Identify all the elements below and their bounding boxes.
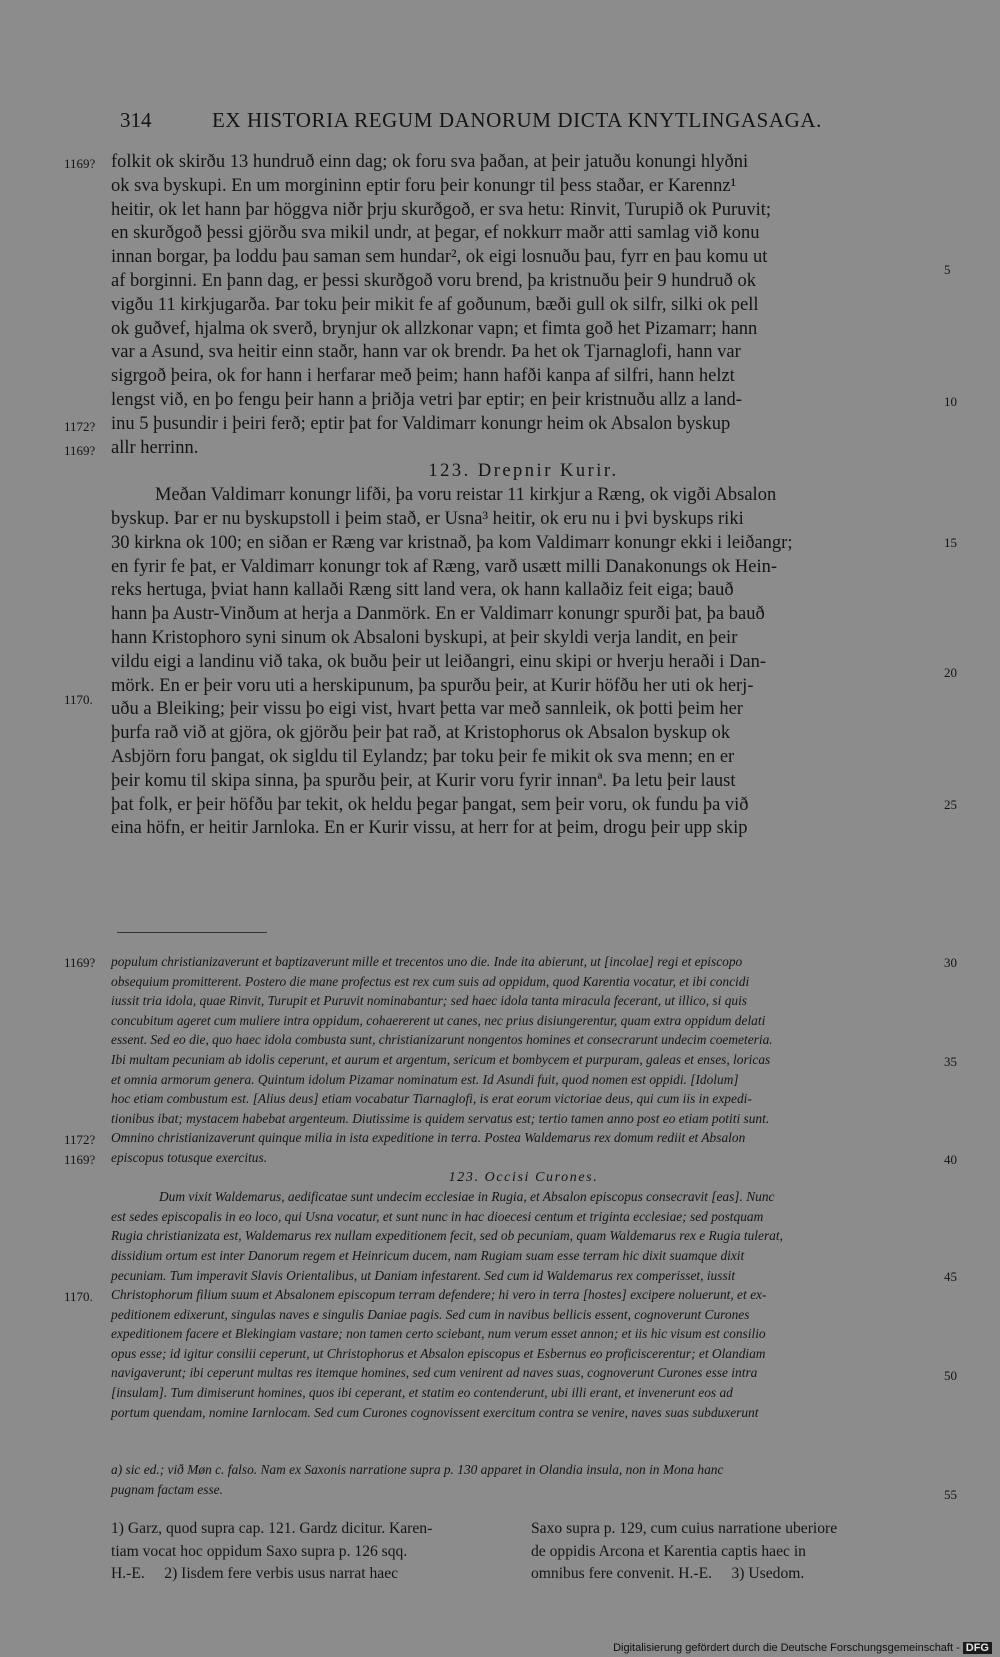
margin-year: 1169? [64, 1152, 96, 1167]
text-line: Omnino christianizaverunt quinque milia in ista expeditione in terra. Postea Waldemarus rex domum rediit et Absalon [111, 1130, 746, 1146]
text-line: hann Kristophoro syni sinum ok Absaloni byskupi, at þeir skyldi verja landit, en þeir [111, 627, 738, 648]
text-line: populum christianizaverunt et baptizaverunt mille et trecentos uno die. Inde ita abierunt, ut [incolae] regi et episcopo [111, 954, 743, 969]
text-line: þurfa rað við at gjöra, ok gjörðu þeir þat rað, at Kristophorus ok Absalon byskup ok [111, 723, 731, 744]
line-number: 15 [944, 535, 957, 550]
text-line: et omnia armorum genera. Quintum idolum Pizamar nominatum est. Id Asundi fuit, quod nomen est oppidi. [Idolum] [111, 1071, 739, 1087]
text-line: inu 5 þusundir i þeiri ferð; eptir þat for Valdimarr konungr heim ok Absalon byskup [111, 413, 731, 434]
text-line: þeir komu til skipa sinna, þa spurðu þeir, at Kurir voru fyrir innanª. Þa letu þeir laust [111, 770, 736, 791]
text-line: mörk. En er þeir voru uti a herskipunum, þa spurðu þeir, at Kurir höfðu her uti ok herj- [111, 675, 754, 696]
text-line: navigaverunt; ibi ceperunt multas res itemque homines, sed cum venirent ad naves suas, cognoverunt Curones esse intra [111, 1365, 758, 1381]
line-number: 55 [944, 1487, 957, 1502]
text-line: a) sic ed.; við Møn c. falso. Nam ex Saxonis narratione supra p. 130 apparet in Olandia insula, non in Mona hanc [111, 1462, 724, 1477]
footnotes-left-column [111, 1518, 511, 1586]
margin-year: 1170. [64, 692, 93, 707]
text-line: Meðan Valdimarr konungr lifði, þa voru reistar 11 kirkjur a Ræng, ok vigði Absalon [155, 485, 777, 506]
text-line: uðu a Bleiking; þeir vissu þo eigi vist, hvart þetta var með sannleik, ok þotti þeim her [111, 699, 743, 720]
text-line: opus esse; id igitur consilii ceperunt, ut Christophorus et Absalon episcopus et Esbernus eo proficiscerentur; et Olandiam [111, 1345, 766, 1361]
text-line: [insulam]. Tum dimiserunt homines, quos ibi ceperant, et statim eo contenderunt, ubi illi erant, et invenerunt eos ad [111, 1385, 733, 1401]
funding-credit [613, 1642, 992, 1654]
line-number: 40 [944, 1152, 957, 1167]
page-number: 314 [120, 108, 152, 132]
footnote-divider [117, 932, 267, 933]
line-number: 20 [944, 665, 957, 680]
running-title: EX HISTORIA REGUM DANORUM DICTA KNYTLINGASAGA. [212, 108, 823, 132]
text-line: Asbjörn foru þangat, ok sigldu til Eylandz; þar toku þeir fe mikit ok sva menn; en er [111, 746, 735, 767]
text-line: byskup. Þar er nu byskupstoll i þeim stað, er Usna³ heitir, ok eru nu i þvi byskups riki [111, 508, 744, 529]
margin-year: 1169? [64, 443, 96, 458]
line-number: 30 [944, 955, 957, 970]
running-header [110, 108, 940, 138]
text-line: þat folk, er þeir höfðu þar tekit, ok heldu þegar þangat, sem þeir voru, ok fundu þa við [111, 794, 749, 815]
text-line: var a Asund, sva heitir einn staðr, hann var ok brendr. Þa het ok Tjarnaglofi, hann var [111, 342, 741, 363]
text-line: est sedes episcopalis in eo loco, qui Usna vocatur, et sunt nunc in hac dioecesi centum et triginta ecclesiae; sed postquam [111, 1208, 764, 1224]
footnote-line: Saxo supra p. 129, cum cuius narratione uberiore [531, 1520, 838, 1537]
dfg-logo: DFG [963, 1642, 992, 1654]
text-line: iussit tria idola, quae Rinvit, Turupit et Puruvit nominabantur; sed haec idola tanta miracula fecerant, ut illico, si quis [111, 993, 748, 1009]
text-line: vildu eigi a landinu við taka, ok buðu þeir ut leiðangri, einu skipi or hverju heraði i Dan- [111, 651, 767, 672]
margin-year: 1170. [64, 1289, 93, 1304]
line-number: 45 [944, 1269, 957, 1284]
chapter-heading: 123. Drepnir Kurir. [428, 461, 619, 482]
text-line: 30 kirkna ok 100; en siðan er Ræng var kristnað, þa kom Valdimarr konungr ekki i leiðangr; [111, 532, 793, 553]
text-line: pecuniam. Tum imperavit Slavis Orientalibus, ut Daniam infestarent. Sed cum id Waldemarus rex comperisset, iussit [111, 1267, 736, 1283]
text-line: en skurðgoð þessi gjörðu sva mikil undr, at þegar, ef nokkurr maðr atti samlag við konu [111, 223, 760, 244]
text-line: hann þa Austr-Vinðum at herja a Danmörk. En er Valdimarr konungr spurði þat, þa bauð [111, 604, 765, 625]
text-line: Ibi multam pecuniam ab idolis ceperunt, et aurum et argentum, sericum et bombycem et purpuram, galeas et enses, loricas [111, 1051, 771, 1067]
footnote-line: de oppidis Arcona et Karentia captis haec in [531, 1542, 806, 1560]
text-line: Dum vixit Waldemarus, aedificatae sunt undecim ecclesiae in Rugia, et Absalon episcopus consecravit [eas]. Nunc [159, 1189, 775, 1205]
text-line: Christophorum filium suum et Absalonem episcopum terram defendere; hi vero in terra [hostes] excipere noluerunt, et ex- [111, 1287, 767, 1303]
text-line: sigrgoð þeira, ok for hann i herfarar með þeim; hann hafði kanpa af silfri, hann helzt [111, 366, 735, 387]
text-line: eina höfn, er heitir Jarnloka. En er Kurir vissu, at herr for at þeim, drogu þeir upp skip [111, 818, 748, 839]
text-line: expeditionem facere et Blekingiam vastare; non tamen certo sciebant, num verum esset annon; et iis hic visum est consilio [111, 1326, 766, 1342]
text-line: peditionem edixerunt, singulas naves e singulis Daniae pagis. Sed cum in navibus bellicis essent, cognoverunt Curones [111, 1306, 750, 1322]
text-line: portum quendam, nomine Iarnlocam. Sed cum Curones cognovissent exercitum contra se venire, naves suas subduxerunt [111, 1404, 759, 1420]
line-number: 25 [944, 797, 957, 812]
line-number: 10 [944, 394, 957, 409]
footnote-line: H.-E. 2) Iisdem fere verbis usus narrat haec [111, 1565, 399, 1582]
text-line: pugnam factam esse. [111, 1482, 223, 1497]
text-line: lengst við, en þo fengu þeir hann a þriðja vetri þar eptir; en þeir kristnuðu allz a land- [111, 389, 742, 410]
text-line: obsequium promitterent. Postero die mane profectus est rex cum suis ad oppidum, quod Karentia vocatur, et ibi concidi [111, 973, 750, 989]
text-line: ok sva byskupi. En um morgininn eptir foru þeir konungr til þess staðar, er Karennz¹ [111, 175, 737, 196]
text-line: concubitum ageret cum muliere intra oppidum, cohaererent ut canes, nec prius disiungerentur, quam extra oppidum delati [111, 1012, 766, 1028]
line-number: 35 [944, 1054, 957, 1069]
line-number: 50 [944, 1368, 957, 1383]
text-line: allr herrinn. [111, 437, 199, 458]
text-line: essent. Sed eo die, quo haec idola combusta sunt, christianizarunt nongentos homines et consecrarunt undecim coemeteria. [111, 1032, 773, 1048]
main-text-norse [111, 151, 936, 841]
text-line: folkit ok skirðu 13 hundruð einn dag; ok foru sva þaðan, at þeir jatuðu konungi hlyðni [111, 152, 749, 172]
text-line: Rugia christianizata est, Waldemarus rex nullam expeditionem fecit, sed ob pecuniam, quam Waldemarus rex e Rugia tulerat, [111, 1228, 783, 1244]
text-line: hoc etiam combustum est. [Alius deus] etiam vocabatur Tiarnaglofi, is erat eorum victoriae deus, qui cum iis in expedi- [111, 1091, 752, 1107]
text-line: innan borgar, þa loddu þau saman sem hundar², ok eigi losnuðu þau, fyrr en þau komu ut [111, 247, 768, 268]
footnotes-right-column [531, 1518, 941, 1586]
margin-year: 1172? [64, 1132, 96, 1147]
text-line: heitir, ok let hann þar höggva niðr þrju skurðgoð, er sva hetu: Rinvit, Turupið ok Puruvit; [111, 199, 772, 220]
text-line: reks hertuga, þviat hann kallaði Ræng sitt land vera, ok hann kallaðiz feit eiga; bauð [111, 580, 734, 601]
footnote-line: omnibus fere convenit. H.-E. 3) Usedom. [531, 1565, 805, 1582]
line-number: 5 [944, 262, 951, 277]
text-line: ok guðvef, hjalma ok sverð, brynjur ok allzkonar vapn; et fimta goð het Pizamarr; hann [111, 318, 758, 339]
chapter-heading-latin: 123. Occisi Curones. [448, 1169, 599, 1185]
margin-year: 1172? [64, 419, 96, 434]
footnote-line: 1) Garz, quod supra cap. 121. Gardz dicitur. Karen- [111, 1520, 433, 1537]
text-line: vigðu 11 kirkjugarða. Þar toku þeir mikit fe af goðunum, bæði gull ok silfr, silki ok pell [111, 294, 759, 315]
margin-year: 1169? [64, 156, 96, 171]
margin-year: 1169? [64, 955, 96, 970]
text-line: en fyrir fe þat, er Valdimarr konungr tok af Ræng, varð usætt milli Danakonungs ok Hein- [111, 556, 778, 577]
text-line: dissidium ortum est inter Danorum regem et Heinricum ducem, nam Rugiam suam esse terram hic dixit suamque dixit [111, 1247, 745, 1263]
text-line: tionibus ibat; mystacem habebat argenteum. Diutissime is quidem servatus est; tertio tamen anno post eo etiam potiti sunt. [111, 1110, 770, 1126]
text-line: episcopus totusque exercitus. [111, 1149, 268, 1165]
footnote-line: tiam vocat hoc oppidum Saxo supra p. 126 sqq. [111, 1542, 408, 1560]
apparatus-note [111, 1460, 936, 1500]
credit-text: Digitalisierung gefördert durch die Deutsche Forschungsgemeinschaft - [613, 1642, 960, 1654]
text-line: af borginni. En þann dag, er þessi skurðgoð voru brend, þa kristnuðu þeir 9 hundruð ok [111, 270, 756, 291]
latin-translation [111, 952, 936, 1422]
